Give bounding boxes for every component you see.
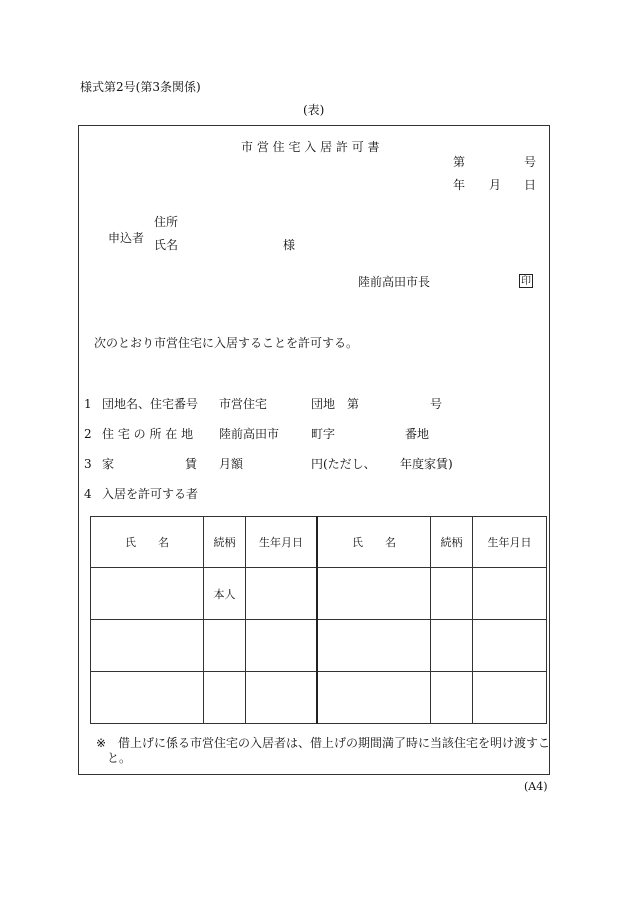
item-3-num: 3 — [84, 457, 92, 471]
table-row — [91, 620, 547, 672]
item-1-label: 団地名、住宅番号 — [102, 397, 199, 411]
birthdate-cell — [246, 568, 318, 620]
relation-cell: 本人 — [204, 568, 246, 620]
relation-cell — [431, 620, 473, 672]
name-cell — [317, 568, 431, 620]
applicant-label: 申込者 — [108, 231, 145, 245]
header-name: 氏 名 — [91, 517, 204, 568]
birthdate-cell — [473, 568, 547, 620]
item-1-num: 1 — [84, 397, 92, 411]
paper-size: (A4) — [524, 780, 548, 793]
item-2-label: 住 宅 の 所 在 地 — [102, 427, 194, 441]
item-3-label-a: 家 — [102, 457, 115, 471]
relation-cell — [204, 672, 246, 724]
birthdate-cell — [473, 620, 547, 672]
table-row — [91, 568, 547, 620]
name-cell — [317, 620, 431, 672]
item-1-part-2: 団地 第 — [311, 397, 360, 411]
item-1-part-1: 市営住宅 — [219, 397, 268, 411]
item-4-num: 4 — [84, 487, 92, 501]
number-suffix: 号 — [524, 155, 537, 169]
form-title: 市 営 住 宅 入 居 許 可 書 — [241, 140, 380, 154]
seal-stamp: 印 — [521, 276, 531, 287]
date-day: 日 — [524, 178, 537, 192]
name-cell — [91, 672, 204, 724]
birthdate-cell — [473, 672, 547, 724]
item-2-part-3: 番地 — [405, 427, 430, 441]
note-line-1: 借上げに係る市営住宅の入居者は、借上げの期間満了時に当該住宅を明け渡すこ — [118, 736, 551, 750]
item-3-part-3: 年度家賃) — [400, 457, 453, 471]
name-label: 氏名 — [154, 238, 179, 252]
table-row — [91, 672, 547, 724]
residents-table — [90, 516, 547, 724]
side-label: (表) — [303, 103, 325, 117]
address-label: 住所 — [154, 215, 179, 229]
item-3-label-b: 賃 — [185, 457, 198, 471]
date-month: 月 — [489, 178, 502, 192]
table-header-row — [91, 517, 547, 568]
item-3-part-2: 円(ただし、 — [311, 457, 376, 471]
item-4-label: 入居を許可する者 — [102, 487, 199, 501]
item-3-part-1: 月額 — [219, 457, 244, 471]
date-year: 年 — [453, 178, 466, 192]
note-mark: ※ — [96, 736, 107, 750]
header-relation: 続柄 — [204, 517, 246, 568]
header-relation-2: 続柄 — [431, 517, 473, 568]
form-number: 様式第2号(第3条関係) — [80, 80, 201, 94]
number-prefix: 第 — [453, 155, 466, 169]
header-birthdate: 生年月日 — [246, 517, 318, 568]
permission-statement: 次のとおり市営住宅に入居することを許可する。 — [94, 336, 359, 350]
header-name-2: 氏 名 — [317, 517, 431, 568]
note-line-2: と。 — [107, 751, 132, 765]
name-cell — [317, 672, 431, 724]
honorific: 様 — [283, 238, 296, 252]
relation-cell — [204, 620, 246, 672]
item-1-part-3: 号 — [430, 397, 443, 411]
birthdate-cell — [246, 672, 318, 724]
item-2-part-2: 町字 — [311, 427, 336, 441]
item-2-num: 2 — [84, 427, 92, 441]
item-2-part-1: 陸前高田市 — [219, 427, 280, 441]
relation-cell — [431, 568, 473, 620]
birthdate-cell — [246, 620, 318, 672]
name-cell — [91, 620, 204, 672]
name-cell — [91, 568, 204, 620]
mayor-title: 陸前高田市長 — [358, 275, 431, 289]
relation-cell — [431, 672, 473, 724]
header-birthdate-2: 生年月日 — [473, 517, 547, 568]
